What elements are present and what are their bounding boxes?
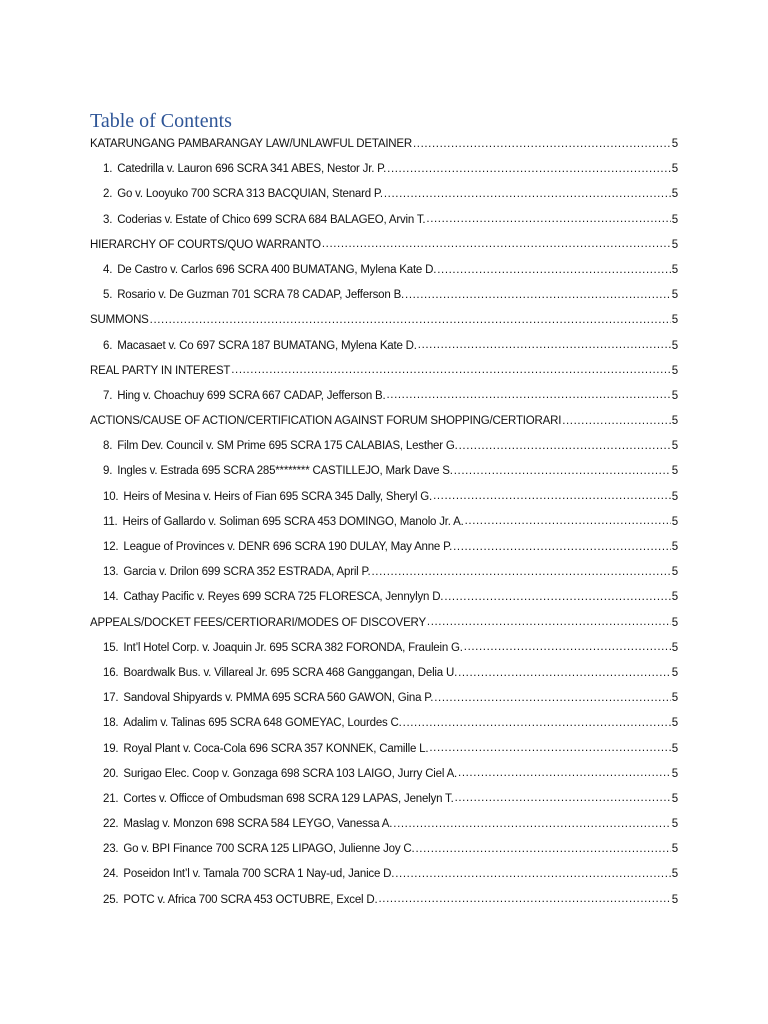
toc-entry-text: Hing v. Choachuy 699 SCRA 667 CADAP, Jefferson B. (117, 389, 386, 402)
toc-entry-text: League of Provinces v. DENR 696 SCRA 190 DULAY, May Anne P. (123, 541, 453, 553)
toc-dot-leader (403, 718, 671, 730)
toc-case-entry[interactable] (90, 560, 678, 585)
toc-case-entry[interactable] (90, 888, 678, 913)
toc-page-number: 5 (671, 616, 678, 629)
toc-page-number: 5 (671, 289, 678, 302)
toc-page-number: 5 (671, 893, 678, 906)
toc-title: Table of Contents (90, 110, 232, 132)
toc-section-heading[interactable] (90, 308, 678, 333)
toc-entry-text: Go v. Looyuko 700 SCRA 313 BACQUIAN, Stenard P. (117, 188, 383, 201)
toc-entry-text: Boardwalk Bus. v. Villareal Jr. 695 SCRA 468 Ganggangan, Delia U. (123, 666, 458, 679)
toc-dot-leader (455, 793, 671, 805)
toc-page-number: 5 (671, 843, 678, 856)
toc-entry-number: 8. (103, 440, 113, 453)
toc-entry-text: Coderias v. Estate of Chico 699 SCRA 684 BALAGEO, Arvin T. (117, 213, 426, 226)
toc-case-entry[interactable] (90, 459, 678, 484)
toc-case-entry[interactable] (90, 283, 678, 308)
toc-page-number: 5 (671, 415, 678, 428)
toc-dot-leader (384, 189, 671, 201)
toc-dot-leader (464, 642, 671, 654)
toc-section-heading[interactable] (90, 233, 678, 258)
toc-entry-text: Int’l Hotel Corp. v. Joaquin Jr. 695 SCRA 382 FORONDA, Fraulein G. (123, 641, 463, 654)
toc-page-number: 5 (671, 213, 678, 226)
toc-dot-leader (395, 869, 671, 881)
toc-entry-text: Ingles v. Estrada 695 SCRA 285******** CASTILLEJO, Mark Dave S. (117, 465, 453, 478)
toc-dot-leader (459, 441, 671, 453)
toc-entry-text: Catedrilla v. Lauron 696 SCRA 341 ABES, Nestor Jr. P. (117, 163, 387, 176)
toc-case-entry[interactable] (90, 862, 678, 887)
toc-dot-leader (454, 466, 671, 478)
toc-entry-number: 21. (103, 792, 119, 805)
toc-entry-text: Surigao Elec. Coop v. Gonzaga 698 SCRA 103 LAIGO, Jurry Ciel A. (123, 767, 458, 780)
toc-entry-text: Royal Plant v. Coca-Cola 696 SCRA 357 KONNEK, Camille L. (123, 742, 429, 755)
toc-entry-number: 20. (103, 767, 119, 780)
toc-dot-leader (437, 265, 671, 277)
toc-section-heading[interactable] (90, 132, 678, 157)
toc-entry-number: 5. (103, 289, 113, 302)
toc-entry-text: KATARUNGANG PAMBARANGAY LAW/UNLAWFUL DETAINER (90, 138, 412, 150)
toc-case-entry[interactable] (90, 762, 678, 787)
toc-entry-number: 7. (103, 389, 113, 402)
toc-page-number: 5 (671, 792, 678, 805)
toc-entry-number: 17. (103, 692, 119, 705)
toc-section-heading[interactable] (90, 359, 678, 384)
toc-entry-number: 16. (103, 666, 119, 679)
toc-page-number: 5 (671, 717, 678, 730)
toc-case-entry[interactable] (90, 711, 678, 736)
toc-dot-leader (322, 239, 671, 251)
toc-case-entry[interactable] (90, 434, 678, 459)
toc-dot-leader (393, 819, 671, 831)
toc-entry-text: Heirs of Mesina v. Heirs of Fian 695 SCRA 345 Dally, Sheryl G. (123, 490, 433, 503)
toc-dot-leader (150, 315, 671, 327)
toc-entry-text: SUMMONS (90, 314, 149, 327)
toc-dot-leader (418, 340, 671, 352)
toc-entry-number: 4. (103, 263, 113, 276)
toc-case-entry[interactable] (90, 384, 678, 409)
toc-entry-number: 6. (103, 339, 113, 352)
toc-dot-leader (427, 617, 671, 629)
toc-dot-leader (458, 668, 671, 680)
toc-entry-text: De Castro v. Carlos 696 SCRA 400 BUMATANG, Mylena Kate D. (117, 263, 437, 276)
toc-case-entry[interactable] (90, 837, 678, 862)
toc-entry-number: 18. (103, 717, 119, 730)
toc-entry-number: 3. (103, 213, 113, 226)
toc-page-number: 5 (671, 666, 678, 679)
toc-entry-text: Garcia v. Drilon 699 SCRA 352 ESTRADA, April P. (123, 566, 371, 579)
toc-dot-leader (465, 516, 671, 528)
toc-entry-number: 23. (103, 843, 119, 856)
toc-dot-leader (405, 290, 671, 302)
toc-page-number: 5 (671, 465, 678, 478)
toc-case-entry[interactable] (90, 585, 678, 610)
toc-entry-text: Sandoval Shipyards v. PMMA 695 SCRA 560 GAWON, Gina P. (123, 692, 434, 705)
toc-page-number: 5 (671, 742, 678, 755)
toc-entry-text: Rosario v. De Guzman 701 SCRA 78 CADAP, Jefferson B. (117, 289, 405, 302)
toc-entry-number: 9. (103, 465, 113, 478)
toc-entry-text: Heirs of Gallardo v. Soliman 695 SCRA 453 DOMINGO, Manolo Jr. A. (122, 515, 464, 528)
toc-page-number: 5 (671, 263, 678, 276)
toc-entry-number: 15. (103, 641, 119, 654)
toc-dot-leader (562, 416, 671, 428)
toc-entry-number: 11. (103, 515, 118, 528)
toc-dot-leader (231, 365, 671, 377)
toc-entry-number: 1. (103, 163, 113, 176)
toc-page-number: 5 (671, 490, 678, 503)
toc-page-number: 5 (671, 818, 678, 831)
toc-page-number: 5 (671, 641, 678, 654)
toc-entry-text: REAL PARTY IN INTEREST (90, 364, 231, 377)
toc-entry-number: 10. (103, 490, 119, 503)
toc-entry-number: 24. (103, 868, 119, 881)
toc-case-entry[interactable] (90, 737, 678, 762)
toc-dot-leader (444, 592, 670, 604)
toc-entry-text: Poseidon Int’l v. Tamala 700 SCRA 1 Nay-ud, Janice D. (123, 868, 395, 881)
toc-entry-number: 2. (103, 188, 113, 201)
toc-case-entry[interactable] (90, 636, 678, 661)
toc-case-entry[interactable] (90, 334, 678, 359)
toc-case-entry[interactable] (90, 686, 678, 711)
toc-page-number: 5 (671, 541, 678, 553)
toc-case-entry[interactable] (90, 258, 678, 283)
toc-entry-number: 13. (103, 566, 119, 579)
toc-entry-number: 12. (103, 541, 119, 553)
toc-dot-leader (434, 693, 671, 705)
toc-dot-leader (416, 844, 671, 856)
toc-entry-text: Macasaet v. Co 697 SCRA 187 BUMATANG, Mylena Kate D. (117, 339, 417, 352)
toc-page-number: 5 (671, 238, 678, 251)
toc-entry-number: 14. (103, 591, 119, 604)
toc-page-number: 5 (671, 868, 678, 881)
toc-page-number: 5 (671, 138, 678, 150)
toc-dot-leader (433, 491, 671, 503)
toc-page-number: 5 (671, 339, 678, 352)
toc-entry-text: POTC v. Africa 700 SCRA 453 OCTUBRE, Excel D. (123, 893, 378, 906)
toc-dot-leader (378, 894, 670, 906)
toc-entry-number: 25. (103, 893, 119, 906)
toc-case-entry[interactable] (90, 485, 678, 510)
toc-entry-text: ACTIONS/CAUSE OF ACTION/CERTIFICATION AGAINST FORUM SHOPPING/CERTIORARI (90, 415, 562, 428)
toc-page-number: 5 (671, 188, 678, 201)
toc-case-entry[interactable] (90, 182, 678, 207)
toc-dot-leader (413, 139, 671, 151)
toc-dot-leader (387, 164, 671, 176)
toc-page-number: 5 (671, 314, 678, 327)
toc-case-entry[interactable] (90, 535, 678, 560)
toc-section-heading[interactable] (90, 409, 678, 434)
toc-dot-leader (386, 390, 670, 402)
toc-page-number: 5 (671, 692, 678, 705)
toc-page-number: 5 (671, 591, 678, 604)
toc-dot-leader (429, 743, 670, 755)
toc-dot-leader (426, 214, 670, 226)
toc-page-number: 5 (671, 163, 678, 176)
toc-case-entry[interactable] (90, 661, 678, 686)
toc-dot-leader (453, 542, 671, 554)
toc-entry-text: Go v. BPI Finance 700 SCRA 125 LIPAGO, Julienne Joy C. (123, 843, 415, 856)
toc-entry-text: HIERARCHY OF COURTS/QUO WARRANTO (90, 238, 321, 251)
toc-entry-text: Cathay Pacific v. Reyes 699 SCRA 725 FLORESCA, Jennylyn D. (123, 591, 444, 604)
toc-page-number: 5 (671, 767, 678, 780)
toc-case-entry[interactable] (90, 208, 678, 233)
toc-page-number: 5 (671, 566, 678, 579)
toc-dot-leader (372, 567, 671, 579)
toc-entry-text: APPEALS/DOCKET FEES/CERTIORARI/MODES OF DISCOVERY (90, 616, 426, 629)
toc-list (90, 132, 678, 913)
toc-page-number: 5 (671, 389, 678, 402)
toc-entry-number: 22. (103, 818, 119, 831)
toc-page-number: 5 (671, 515, 678, 528)
toc-page-number: 5 (671, 364, 678, 377)
toc-entry-text: Film Dev. Council v. SM Prime 695 SCRA 175 CALABIAS, Lesther G. (117, 440, 458, 453)
toc-entry-text: Maslag v. Monzon 698 SCRA 584 LEYGO, Vanessa A. (123, 818, 393, 831)
toc-entry-number: 19. (103, 742, 119, 755)
toc-entry-text: Adalim v. Talinas 695 SCRA 648 GOMEYAC, Lourdes C. (123, 717, 402, 730)
toc-entry-text: Cortes v. Officce of Ombudsman 698 SCRA 129 LAPAS, Jenelyn T. (123, 792, 454, 805)
toc-case-entry[interactable] (90, 787, 678, 812)
toc-dot-leader (458, 768, 671, 780)
toc-section-heading[interactable] (90, 611, 678, 636)
toc-case-entry[interactable] (90, 510, 678, 535)
toc-case-entry[interactable] (90, 157, 678, 182)
toc-page-number: 5 (671, 440, 678, 453)
toc-case-entry[interactable] (90, 812, 678, 837)
